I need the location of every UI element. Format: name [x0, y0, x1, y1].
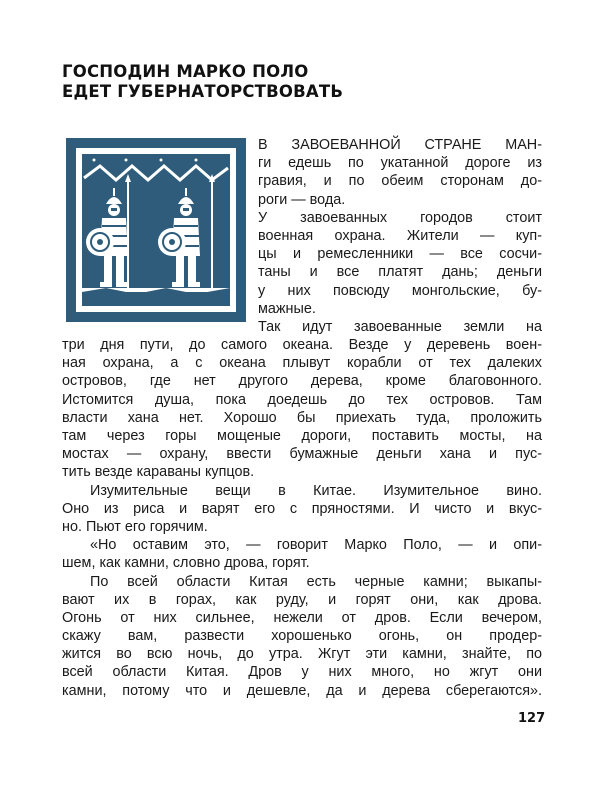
- text-line: цы и ремесленники — все сосчи-: [258, 246, 542, 263]
- text-line: роги — вода.: [258, 191, 346, 208]
- text-line: три дня пути, до самого океана. Везде у деревень воен-: [62, 337, 542, 354]
- text-line: таны и все платят дань; деньги: [258, 264, 542, 281]
- text-line: власти хана нет. Хорошо бы приехать туда, проложить: [62, 409, 542, 426]
- chapter-title: [62, 62, 362, 102]
- text-line: шем, как камни, словно дрова, горят.: [62, 555, 310, 572]
- text-line: но. Пьют его горячим.: [62, 518, 208, 535]
- text-line: В ЗАВОЕВАННОЙ СТРАНЕ МАН-: [258, 137, 542, 153]
- text-line: Так идут завоеванные земли на: [258, 318, 542, 335]
- text-line: мостах — охрану, ввести бумажные деньги хана и пус-: [62, 446, 542, 463]
- text-line: военная охрана. Жители — куп-: [258, 227, 542, 244]
- text-line: жится во всю ночь, до утра. Жгут эти камни, знайте, по: [62, 646, 542, 663]
- text-line: тить везде караваны купцов.: [62, 464, 255, 481]
- text-line: Оно из риса и варят его с пряностями. И чисто и вкус-: [62, 500, 542, 517]
- chapter-title-line-1: ГОСПОДИН МАРКО ПОЛО: [62, 62, 309, 81]
- text-line: всей области Китая. Дров у них много, но жгут они: [62, 664, 542, 681]
- text-line: там через горы мощеные дороги, поставить мосты, на: [62, 428, 542, 444]
- text-line: камни, потому что и дешевле, да и дерева сберегаются».: [62, 682, 542, 699]
- page-number: 127: [518, 711, 546, 726]
- text-line: ги едешь по укатанной дороге из: [258, 155, 542, 172]
- body-text: [62, 136, 542, 700]
- text-line: Истомится душа, пока доедешь до тех островов. Там: [62, 391, 542, 408]
- text-line: У завоеванных городов стоит: [258, 209, 542, 226]
- text-line: мажные.: [258, 300, 316, 317]
- text-line: у них повсюду монгольские, бу-: [258, 282, 542, 299]
- text-line: островов, где нет другого дерева, кроме благовонного.: [62, 373, 542, 390]
- text-line: ная охрана, а с океана плывут корабли от тех далеких: [62, 355, 542, 372]
- text-line: По всей области Китая есть черные камни; выкапы-: [90, 573, 542, 590]
- text-line: «Но оставим это, — говорит Марко Поло, — и опи-: [90, 537, 542, 554]
- chapter-title-line-2: ЕДЕТ ГУБЕРНАТОРСТВОВАТЬ: [62, 82, 344, 101]
- text-line: Огонь от них сильнее, нежели от дров. Если вечером,: [62, 609, 542, 626]
- text-line: вают их в горах, как руду, и горят они, как дрова.: [62, 591, 542, 608]
- text-line: Изумительные вещи в Китае. Изумительное вино.: [90, 482, 542, 499]
- text-line: гравия, и по обеим сторонам до-: [258, 173, 542, 190]
- text-line: скажу вам, развести хорошенько огонь, он продер-: [62, 628, 542, 645]
